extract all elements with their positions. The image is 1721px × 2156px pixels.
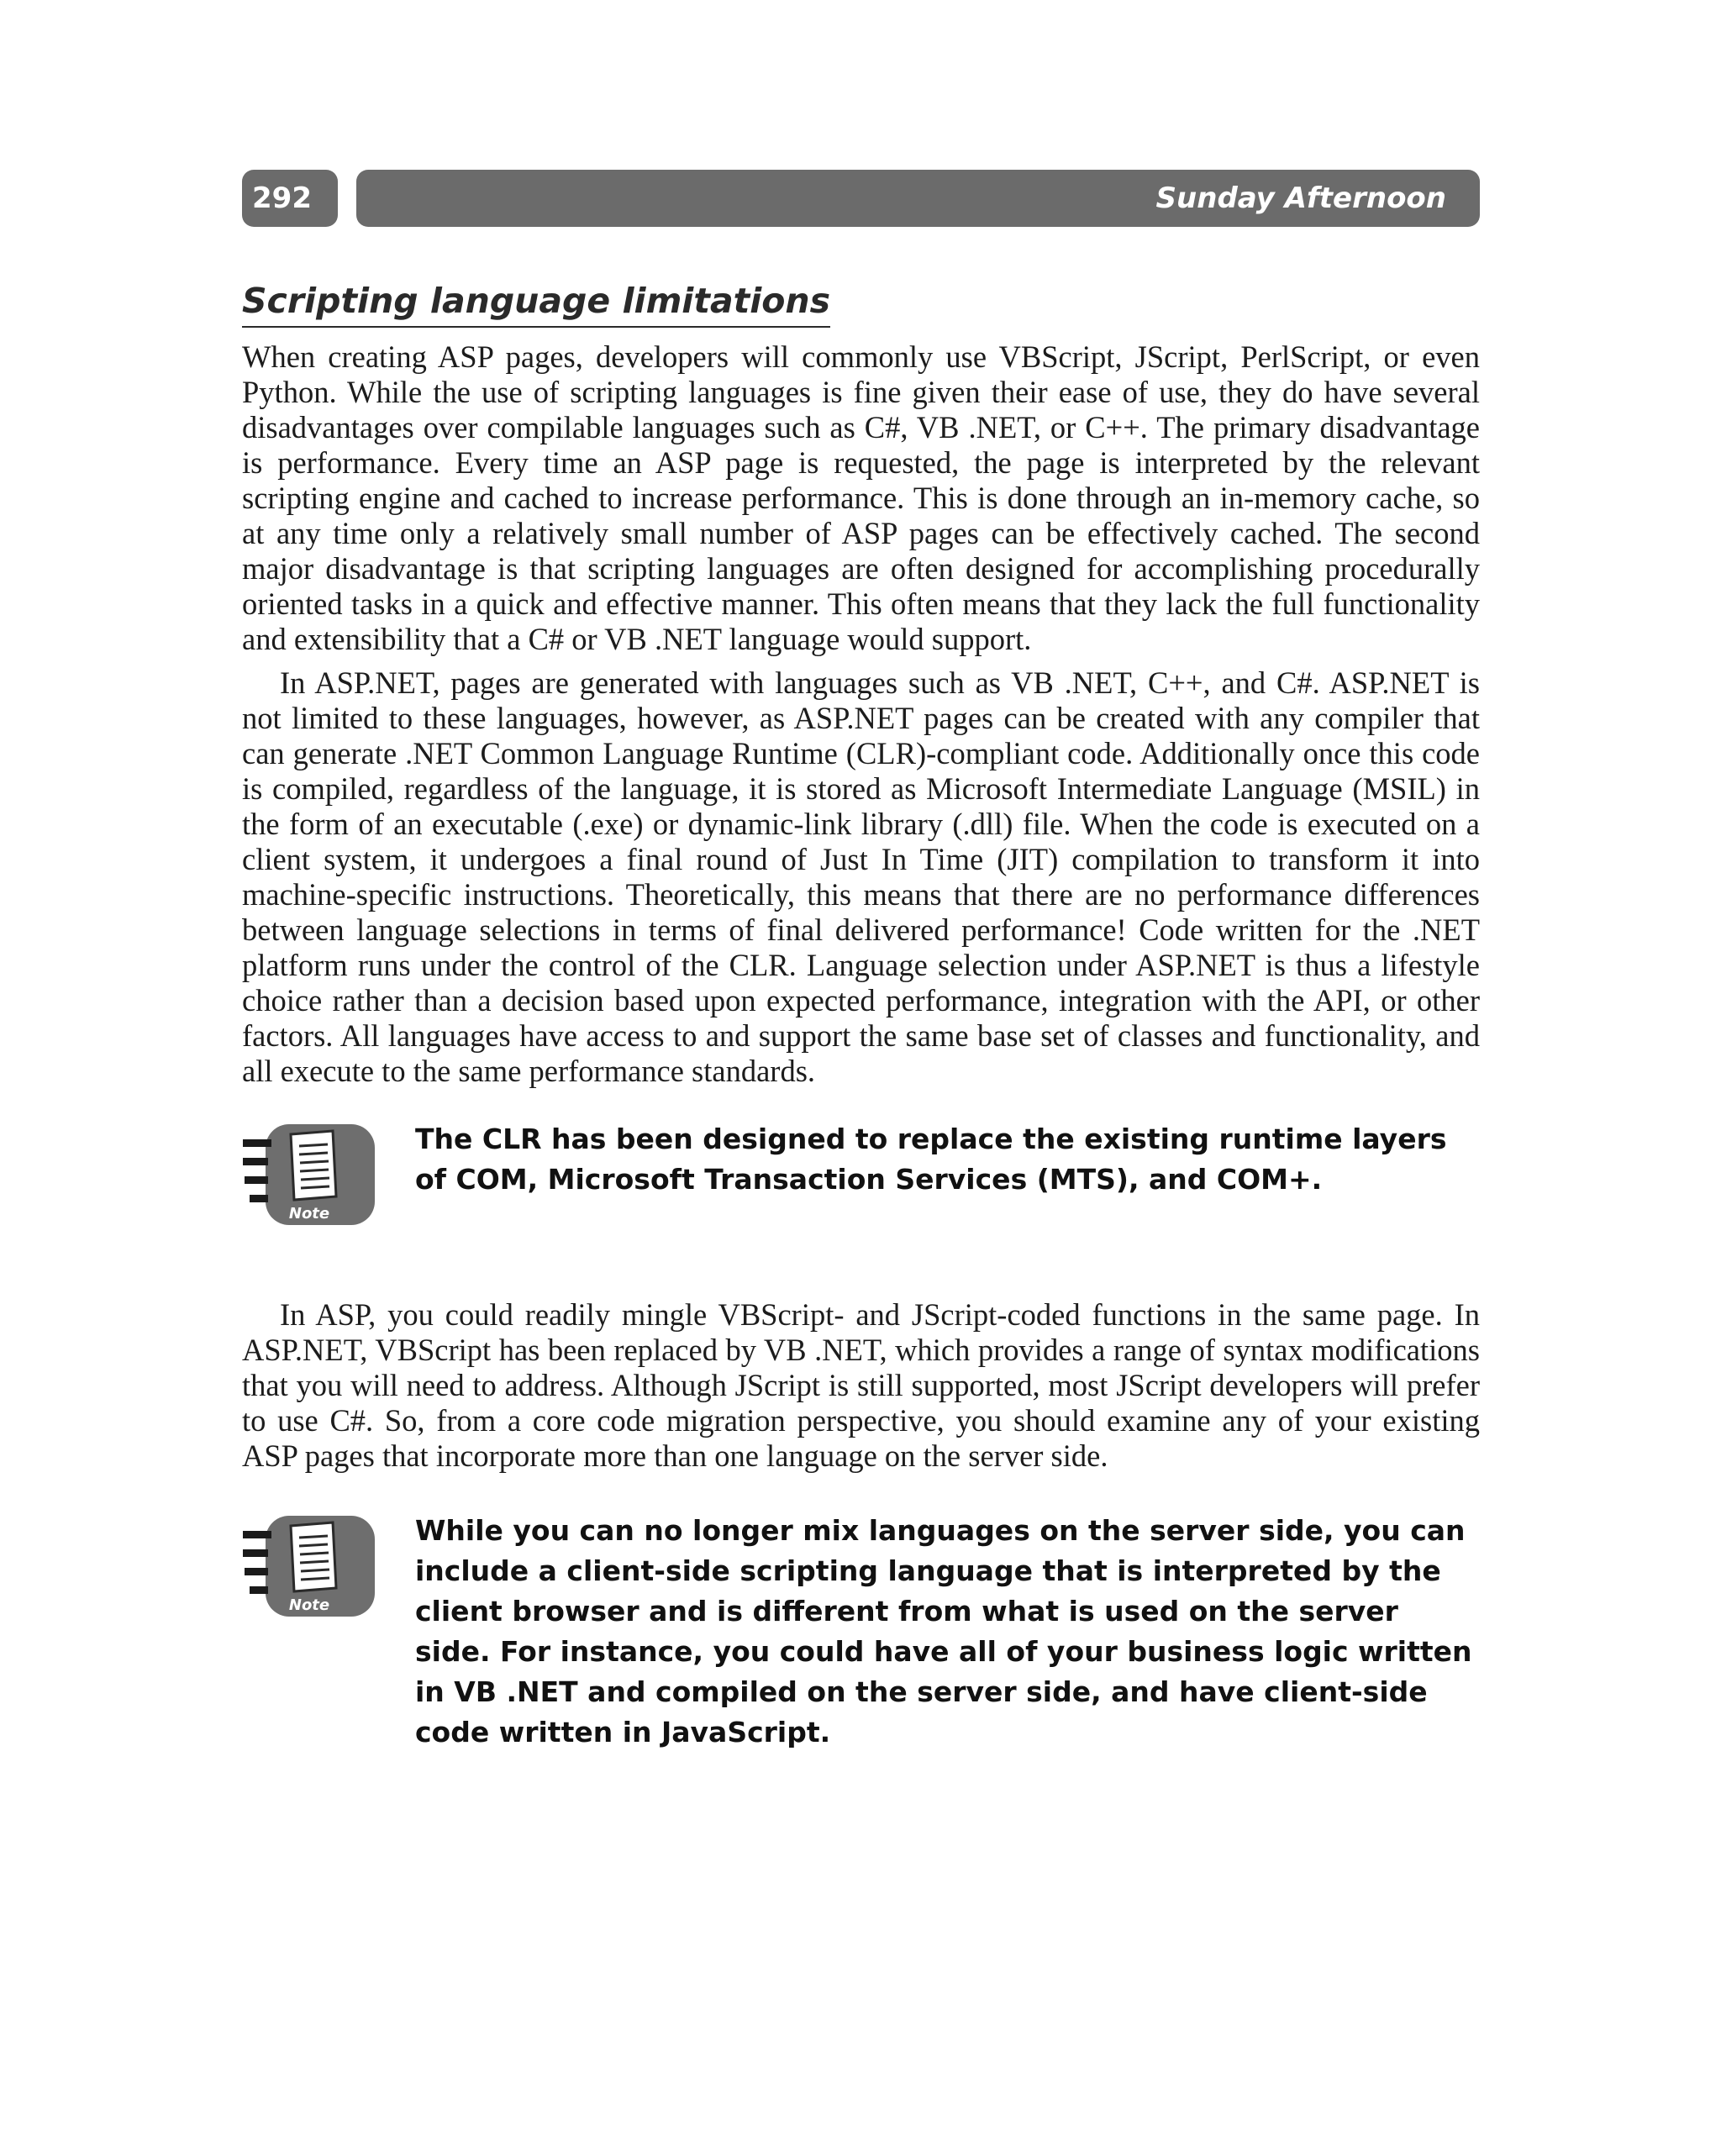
note-label: Note (288, 1596, 330, 1614)
note-label: Note (288, 1205, 330, 1223)
running-head: Sunday Afternoon (356, 170, 1480, 227)
paragraph-2: In ASP.NET, pages are generated with languages such as VB .NET, C++, and C#. ASP.NET is not limited to these languages, however, as ASP.NET pages can be created with any compiler that can generate .NET Common Language Runtime (CLR)-compliant code. Additionally once this code is compiled, regardless of the language, it is stored as Microsoft Intermediate Language (MSIL) in the form of an executable (.exe) or dynamic-link library (.dll) file. When the code is executed on a client system, it undergoes a final round of Just In Time (JIT) compilation to transform it into machine-specific instructions. Theoretically, this means that there are no performance differences between language selections in terms of final delivered performance! Code written for the .NET platform runs under the control of the CLR. Language selection under ASP.NET is thus a lifestyle choice rather than a decision based upon expected performance, integration with the API, or other factors. All languages have access to and support the same base set of classes and functionality, and all execute to the same performance standards. (242, 665, 1480, 1088)
page-content (242, 277, 1480, 1753)
note-text: While you can no longer mix languages on the server side, you can include a client-side scripting language that is interpreted by the client browser and is different from what is used on the server side. For instance, you could have all of your business logic written in VB .NET and compiled on the server side, and have client-side code written in JavaScript. (415, 1514, 1472, 1748)
note-callout-2 (242, 1511, 1480, 1753)
page-number: 292 (242, 170, 338, 227)
note-icon (242, 1514, 376, 1618)
note-callout-1 (242, 1119, 1480, 1223)
paragraph-1: When creating ASP pages, developers will commonly use VBScript, JScript, PerlScript, or even Python. While the use of scripting languages is fine given their ease of use, they do have several disadvantages over compilable languages such as C#, VB .NET, or C++. The primary disadvantage is performance. Every time an ASP page is requested, the page is interpreted by the relevant scripting engine and cached to increase performance. This is done through an in-memory cache, so at any time only a relatively small number of ASP pages can be effectively cached. The second major disadvantage is that scripting languages are often designed for accomplishing procedurally oriented tasks in a quick and effective manner. This often means that they lack the full functionality and extensibility that a C# or VB .NET language would support. (242, 339, 1480, 656)
section-title: Scripting language limitations (242, 277, 830, 328)
paragraph-3: In ASP, you could readily mingle VBScript- and JScript-coded functions in the same page. In ASP.NET, VBScript has been replaced by VB .NET, which provides a range of syntax modifications that you will need to address. Although JScript is still supported, most JScript developers will prefer to use C#. So, from a core code migration perspective, you should examine any of your existing ASP pages that incorporate more than one language on the server side. (242, 1297, 1480, 1473)
note-text: The CLR has been designed to replace the existing runtime layers of COM, Microsoft Transaction Services (MTS), and COM+. (415, 1123, 1447, 1196)
note-icon (242, 1123, 376, 1227)
page-header (242, 170, 1480, 227)
